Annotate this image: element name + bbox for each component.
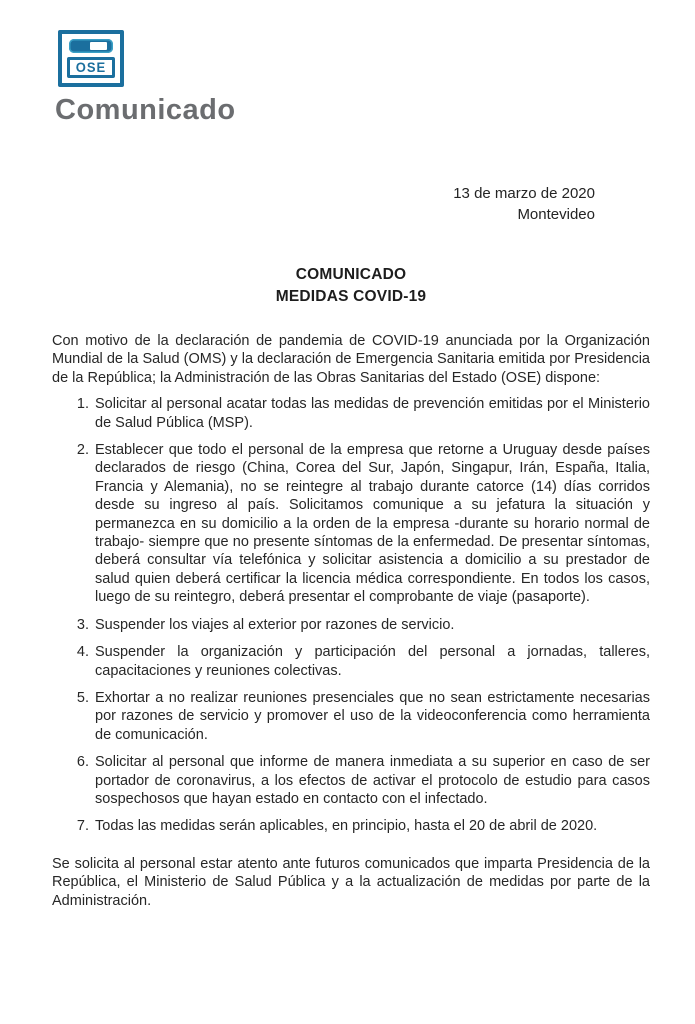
list-item-7: 7. Todas las medidas serán aplicables, en principio, hasta el 20 de abril de 2020.	[93, 817, 650, 835]
document-body	[52, 332, 650, 910]
water-tank-window	[90, 42, 107, 50]
document-title-block	[52, 264, 650, 307]
intro-paragraph: Con motivo de la declaración de pandemia de COVID-19 anunciada por la Organización Mundial de la Salud (OMS) y la declaración de Emergencia Sanitaria emitida por Presidencia de la República; la Administración de las Obras Sanitarias del Estado (OSE) dispone:	[52, 333, 650, 386]
ose-logo	[58, 30, 124, 87]
document-type-heading: Comunicado	[55, 94, 236, 126]
measures-list	[52, 395, 650, 836]
logo-wordmark-box	[67, 57, 115, 78]
date-line: 13 de marzo de 2020	[453, 185, 595, 202]
city-line: Montevideo	[517, 205, 595, 223]
date-block	[453, 184, 595, 225]
list-item-3: 3. Suspender los viajes al exterior por razones de servicio.	[93, 616, 650, 634]
list-item-6: 6. Solicitar al personal que informe de manera inmediata a su superior en caso de ser portador de coronavirus, a los efectos de activar el protocolo de estudio para casos sospechosos que hayan estado en contacto con el infectado.	[93, 753, 650, 808]
closing-paragraph: Se solicita al personal estar atento ante futuros comunicados que imparta Presidencia de la República, el Ministerio de Salud Pública y a la actualización de medidas por parte de la Administración.	[52, 855, 650, 909]
document-title: COMUNICADO	[295, 266, 407, 283]
list-item-1: 1. Solicitar al personal acatar todas las medidas de prevención emitidas por el Ministerio de Salud Pública (MSP).	[93, 395, 650, 432]
water-tank-icon	[69, 39, 113, 53]
list-item-5: 5. Exhortar a no realizar reuniones presenciales que no sean estrictamente necesarias por razones de servicio y promover el uso de la videoconferencia como herramienta de comunicación.	[93, 689, 650, 744]
list-item-2: 2. Establecer que todo el personal de la empresa que retorne a Uruguay desde países declarados de riesgo (China, Corea del Sur, Japón, Singapur, Irán, España, Italia, Francia y Alemania), no se reintegre al trabajo durante catorce (14) días corridos desde su ingreso al país. Solicitamos comunique a su jefatura la situación y permanezca en su domicilio a la orden de la empresa -durante su horario normal de trabajo- siempre que no presente síntomas de la enfermedad. De presentar síntomas, deberá consultar vía telefónica y solicitar asistencia a domicilio a su prestador de salud quien deberá certificar la licencia médica correspondiente. En todos los casos, luego de su reintegro, deberá presentar el comprobante de viaje (pasaporte).	[93, 441, 650, 607]
list-item-4: 4. Suspender la organización y participación del personal a jornadas, talleres, capacitaciones y reuniones colectivas.	[93, 643, 650, 680]
logo-wordmark: OSE	[75, 59, 107, 76]
document-subtitle: MEDIDAS COVID-19	[275, 287, 427, 305]
